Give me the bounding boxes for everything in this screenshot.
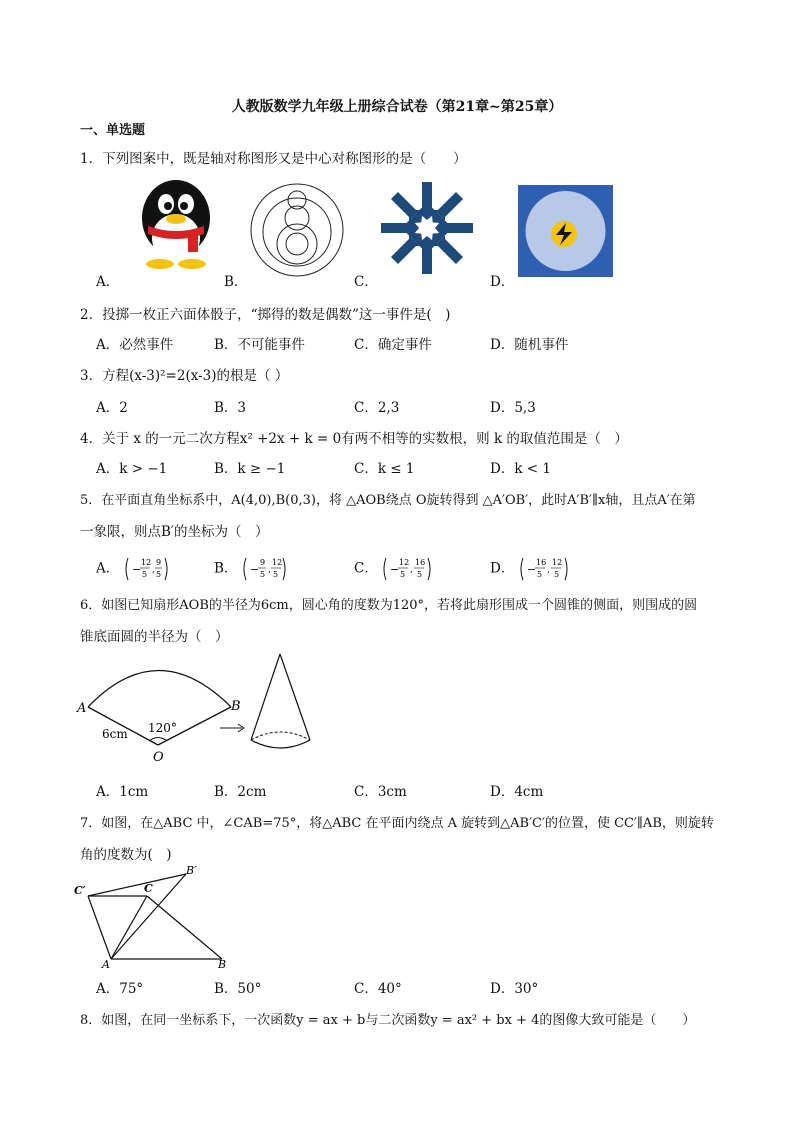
question-5-stem-line1: 5．在平面直角坐标系中，A(4,0),B(0,3)，将 △AOB绕点 O旋转得到 △A′OB′，此时A′B′∥x轴，且点A′在第 [80,493,696,508]
svg-text:C′: C′ [74,884,86,897]
svg-text:12: 12 [551,558,562,567]
svg-text:B: B [218,958,227,971]
q7-option-c[interactable]: C．40° [354,981,402,997]
svg-text:,: , [410,565,414,575]
svg-text:5: 5 [417,570,423,579]
q4-option-b[interactable]: B．k ≥ −1 [214,461,286,477]
question-1-stem: 1．下列图案中，既是轴对称图形又是中心对称图形的是（ ） [80,151,467,167]
q6-option-b[interactable]: B．2cm [214,784,267,800]
svg-text:C: C [144,882,153,895]
q5-option-d-value [519,556,571,582]
q7-option-a[interactable]: A．75° [96,981,144,997]
q3-option-b[interactable]: B．3 [214,400,247,416]
q6-option-d[interactable]: D．4cm [490,784,544,800]
svg-text:A: A [77,701,87,716]
q2-option-a[interactable]: A．必然事件 [96,337,174,353]
q5-option-b[interactable]: B． − 9 5 , 12 5 [214,556,288,582]
svg-text:−: − [390,563,400,576]
svg-text:6cm: 6cm [102,727,128,741]
question-8-stem: 8．如图，在同一坐标系下，一次函数y = ax + b与二次函数y = ax² + bx + 4的图像大致可能是（ ） [80,1013,696,1028]
q3-option-a[interactable]: A．2 [96,400,128,416]
q5-option-b-value [242,556,288,582]
svg-text:−: − [249,563,259,576]
svg-text:B′: B′ [186,864,197,877]
q5-option-a[interactable]: A． − 12 5 , 9 5 [96,556,170,582]
star-arrows-logo-icon [380,181,474,275]
svg-text:−: − [131,563,141,576]
q2-option-b[interactable]: B．不可能事件 [214,337,305,353]
q4-option-a[interactable]: A．k > −1 [96,461,168,477]
lightning-badge-icon [518,185,613,277]
svg-text:−: − [526,563,536,576]
q7-option-d[interactable]: D．30° [490,981,539,997]
q1-option-b[interactable]: B． [224,274,248,290]
rotation-triangle-figure [72,862,242,972]
q1-option-d[interactable]: D． [490,274,515,290]
svg-text:5: 5 [272,570,278,579]
svg-text:5: 5 [155,570,161,579]
svg-text:16: 16 [415,558,426,567]
q6-option-c[interactable]: C．3cm [354,784,407,800]
svg-text:12: 12 [399,558,410,567]
q1-option-a[interactable]: A． [96,274,120,290]
section-heading: 一、单选题 [80,123,146,138]
question-5-stem-line2: 一象限，则点B′的坐标为（ ） [80,524,269,540]
svg-text:B: B [231,699,241,714]
svg-text:16: 16 [535,558,546,567]
q4-option-d[interactable]: D．k < 1 [490,461,551,477]
svg-text:5: 5 [400,570,406,579]
svg-text:12: 12 [271,558,282,567]
svg-text:O: O [153,750,164,765]
svg-text:A: A [102,958,110,971]
page-title: 人教版数学九年级上册综合试卷（第21章~第25章） [231,99,563,115]
q2-option-d[interactable]: D．随机事件 [490,337,569,353]
svg-text:5: 5 [141,570,147,579]
svg-text:9: 9 [259,558,265,567]
q5-option-d[interactable]: D． − 16 5 , 12 5 [490,556,571,582]
question-7-stem-line1: 7．如图，在△ABC 中，∠CAB=75°，将△ABC 在平面内绕点 A 旋转到△AB′C′的位置，使 CC′∥AB，则旋转 [80,816,714,831]
svg-text:12: 12 [140,558,151,567]
svg-text:,: , [151,565,155,575]
q2-option-c[interactable]: C．确定事件 [354,337,432,353]
svg-text:120°: 120° [148,721,177,735]
q1-option-c[interactable]: C． [354,274,378,290]
svg-text:5: 5 [553,570,559,579]
question-7-stem-line2: 角的度数为( ) [80,847,172,863]
svg-text:5: 5 [536,570,542,579]
question-6-stem-line1: 6．如图已知扇形AOB的半径为6cm，圆心角的度数为120°，若将此扇形围成一个圆锥的侧面，则围成的圆 [80,598,698,613]
q4-option-c[interactable]: C．k ≤ 1 [354,461,415,477]
q7-option-b[interactable]: B．50° [214,981,262,997]
svg-text:5: 5 [259,570,265,579]
svg-text:,: , [546,565,550,575]
cone-figure [246,652,316,756]
q3-option-c[interactable]: C．2,3 [354,400,400,416]
question-4-stem: 4．关于 x 的一元二次方程x² +2x + k = 0有两不相等的实数根，则 k 的取值范围是（ ） [80,431,628,447]
q6-option-a[interactable]: A．1cm [96,784,149,800]
question-3-stem: 3．方程(x-3)²=2(x-3)的根是（ ） [80,368,289,384]
penguin-logo-icon [132,176,224,271]
q3-option-d[interactable]: D．5,3 [490,400,536,416]
svg-text:9: 9 [155,558,161,567]
question-6-stem-line2: 锥底面圆的半径为（ ） [80,629,229,645]
nested-circles-figure [249,182,349,278]
q5-option-c-value [382,556,434,582]
question-2-stem: 2．投掷一枚正六面体骰子，“掷得的数是偶数”这一事件是( ) [80,307,451,323]
q5-option-c[interactable]: C． − 12 5 , 16 5 [354,556,434,582]
q5-option-a-value [124,556,170,582]
svg-text:,: , [267,565,271,575]
